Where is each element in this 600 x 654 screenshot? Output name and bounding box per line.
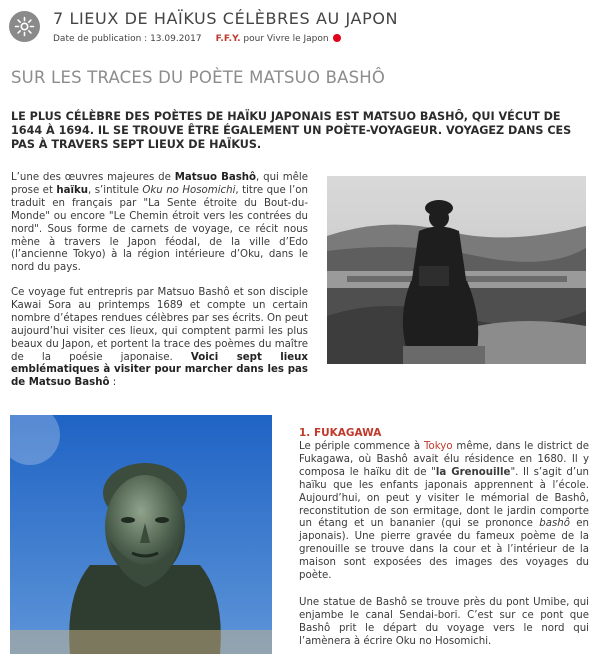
publication-meta xyxy=(53,34,341,44)
statue-paragraph: Une statue de Bashô se trouve près du pont Umibe, qui enjambe le canal Sendai-bori. C’est sur ce pont que Bashô prit le départ du voyage vers le nord qui l’amènera à écrire Oku no Hosomichi. xyxy=(299,597,589,647)
journey-paragraph: Ce voyage fut entrepris par Matsuo Bashô et son disciple Kawai Sora au printemps 1689 et compte un certain nombre d’étapes rendues célèbres par ses écrits. On peut aujourd’hui visiter ces lieux, qui comptent parmi les plus beaux du Japon, et portent la trace des poèmes du maître de la poésie japonaise. Voici sept lieux emblématiques à visiter pour marcher dans les pas de Matsuo Bashô : xyxy=(11,287,308,389)
publication-date: Date de publication : 13.09.2017 xyxy=(53,34,202,44)
red-dot-icon xyxy=(333,34,341,42)
section-title-fukagawa: 1. FUKAGAWA xyxy=(299,427,382,439)
intro-paragraph: L’une des œuvres majeures de Matsuo Bashô, qui mêle prose et haïku, s’intitule Oku no Hosomichi, titre que l’on traduit en français par "La Sente étroite du Bout-du-Monde" ou encore "Le Chemin étroit vers les contrées du nord". Sous forme de carnets de voyage, ce récit nous mène à travers le Japon féodal, de la ville d’Edo (l’ancienne Tokyo) à la région intérieure d’Oku, dans le nord du pays. xyxy=(11,172,308,274)
category-sun-icon[interactable] xyxy=(9,11,40,42)
source-label: pour Vivre le Japon xyxy=(243,34,329,44)
article-title: 7 LIEUX DE HAÏKUS CÉLÈBRES AU JAPON xyxy=(53,9,399,28)
basho-bust-statue-photo xyxy=(10,415,272,654)
basho-seated-statue-photo xyxy=(327,176,586,364)
article-header xyxy=(0,0,600,50)
article-subtitle: SUR LES TRACES DU POÈTE MATSUO BASHÔ xyxy=(11,68,386,87)
fukagawa-paragraph: Le périple commence à Tokyo même, dans le district de Fukagawa, où Bashô avait élu résidence en 1680. Il y composa le haïku dit de "la Grenouille". Il s’agit d’un haïku que les enfants japonais apprennent à l’école. Aujourd’hui, on peut y visiter le mémorial de Bashô, reconstitution de son ermitage, dont le jardin comporte un étang et un bananier (qui se prononce bashô en japonais). Une pierre gravée du fameux poème de la grenouille se trouve dans la cour et à l’intérieur de la maison sont exposées des images des voyages du poète. xyxy=(299,441,589,582)
author-link[interactable]: F.F.Y. xyxy=(215,34,241,44)
article-lead: LE PLUS CÉLÈBRE DES POÈTES DE HAÏKU JAPONAIS EST MATSUO BASHÔ, QUI VÉCUT DE 1644 À 1694. IL SE TROUVE ÊTRE ÉGALEMENT UN POÈTE-VOYAGEUR. VOYAGEZ DANS CES PAS À TRAVERS SEPT LIEUX DE HAÏKUS. xyxy=(11,110,572,151)
tokyo-link[interactable]: Tokyo xyxy=(424,441,453,452)
